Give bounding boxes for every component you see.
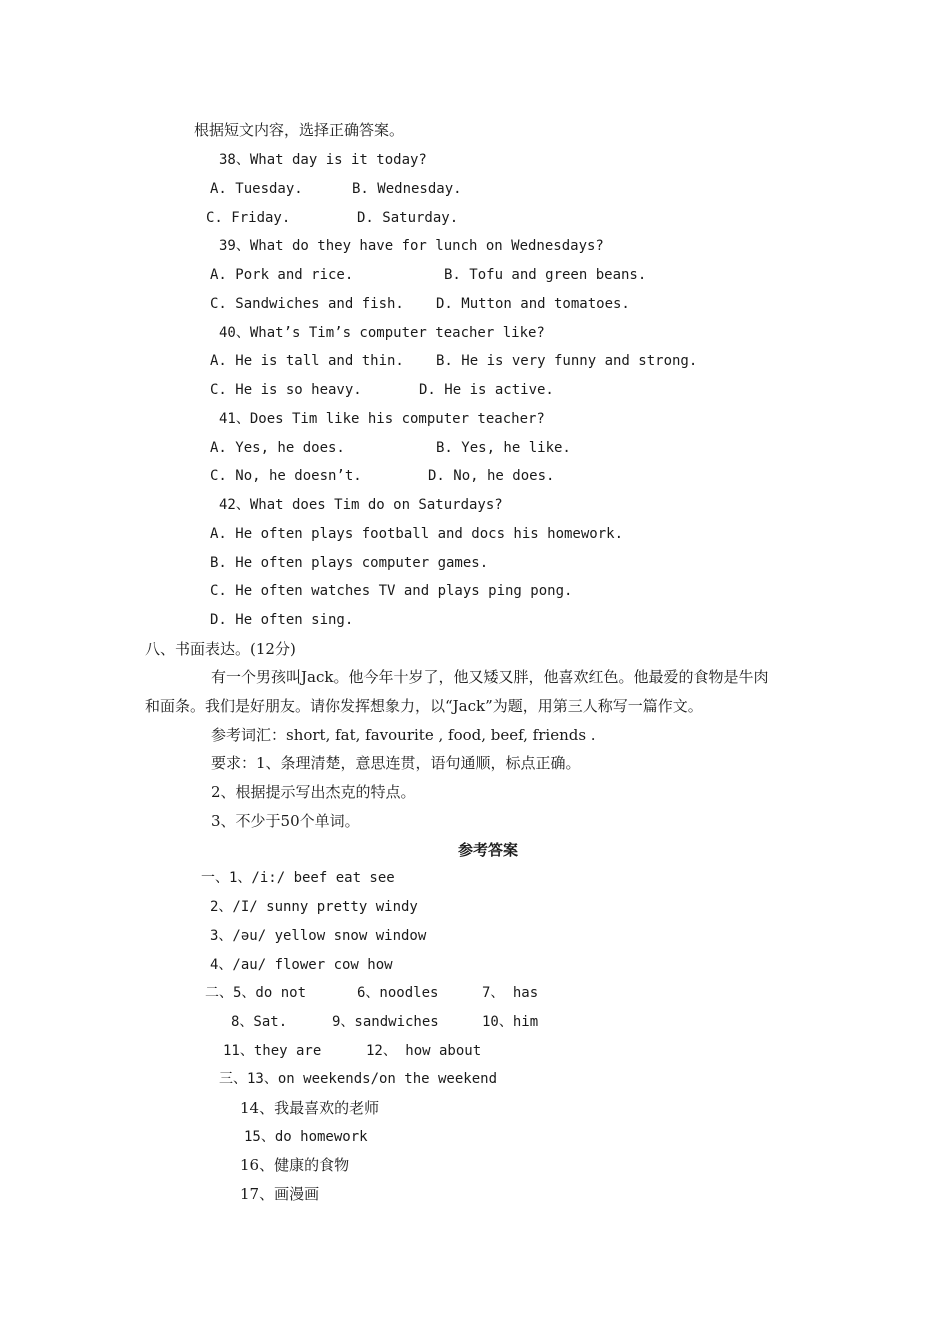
option-38-a: A. Tuesday. — [210, 181, 303, 197]
answer-9: 9、sandwiches — [332, 1014, 439, 1030]
answer-7: 7、 has — [482, 985, 539, 1001]
option-42-a: A. He often plays football and docs his homework. — [210, 526, 624, 542]
question-39: 39、What do they have for lunch on Wednesdays? — [219, 238, 604, 254]
answer-6: 6、noodles — [357, 985, 439, 1001]
writing-prompt-line-1: 有一个男孩叫Jack。他今年十岁了，他又矮又胖，他喜欢红色。他最爱的食物是牛肉 — [211, 668, 769, 686]
answer-13: 三、13、on weekends/on the weekend — [219, 1071, 498, 1087]
option-38-d: D. Saturday. — [357, 210, 459, 226]
question-41: 41、Does Tim like his computer teacher? — [219, 411, 545, 427]
answer-12: 12、 how about — [366, 1043, 482, 1059]
question-42: 42、What does Tim do on Saturdays? — [219, 497, 503, 513]
option-42-c: C. He often watches TV and plays ping pong. — [210, 583, 573, 599]
answer-key-title: 参考答案 — [458, 841, 519, 859]
option-40-d: D. He is active. — [419, 382, 554, 398]
question-38: 38、What day is it today? — [219, 152, 427, 168]
answer-17: 17、画漫画 — [240, 1185, 320, 1203]
option-42-d: D. He often sing. — [210, 612, 354, 628]
writing-requirement-3: 3、不少于50个单词。 — [211, 812, 360, 830]
answer-11: 11、they are — [223, 1043, 322, 1059]
option-38-b: B. Wednesday. — [352, 181, 462, 197]
answer-1: 一、1、/i:/ beef eat see — [201, 870, 395, 886]
option-40-b: B. He is very funny and strong. — [436, 353, 698, 369]
answer-10: 10、him — [482, 1014, 539, 1030]
answer-4: 4、/au/ flower cow how — [210, 957, 393, 973]
answer-5: 二、5、do not — [205, 985, 307, 1001]
answer-3: 3、/əu/ yellow snow window — [210, 928, 427, 944]
option-42-b: B. He often plays computer games. — [210, 555, 489, 571]
writing-prompt-line-2: 和面条。我们是好朋友。请你发挥想象力，以“Jack”为题，用第三人称写一篇作文。 — [145, 697, 703, 715]
option-41-d: D. No, he does. — [428, 468, 555, 484]
option-39-d: D. Mutton and tomatoes. — [436, 296, 630, 312]
answer-14: 14、我最喜欢的老师 — [240, 1099, 380, 1117]
writing-requirement-2: 2、根据提示写出杰克的特点。 — [211, 783, 416, 801]
option-40-c: C. He is so heavy. — [210, 382, 362, 398]
option-39-c: C. Sandwiches and fish. — [210, 296, 404, 312]
option-41-a: A. Yes, he does. — [210, 440, 345, 456]
option-39-b: B. Tofu and green beans. — [444, 267, 647, 283]
section-8-heading: 八、书面表达。(12分) — [145, 640, 296, 658]
option-39-a: A. Pork and rice. — [210, 267, 354, 283]
option-41-b: B. Yes, he like. — [436, 440, 571, 456]
writing-requirement-1: 要求：1、条理清楚，意思连贯，语句通顺，标点正确。 — [211, 754, 581, 772]
question-40: 40、What’s Tim’s computer teacher like? — [219, 325, 545, 341]
answer-8: 8、Sat. — [231, 1014, 288, 1030]
option-38-c: C. Friday. — [206, 210, 291, 226]
answer-15: 15、do homework — [244, 1129, 368, 1145]
writing-vocab: 参考词汇：short, fat, favourite , food, beef, friends . — [211, 726, 596, 744]
option-40-a: A. He is tall and thin. — [210, 353, 404, 369]
answer-16: 16、健康的食物 — [240, 1156, 350, 1174]
reading-instruction: 根据短文内容，选择正确答案。 — [194, 121, 405, 139]
answer-2: 2、/I/ sunny pretty windy — [210, 899, 418, 915]
option-41-c: C. No, he doesn’t. — [210, 468, 362, 484]
